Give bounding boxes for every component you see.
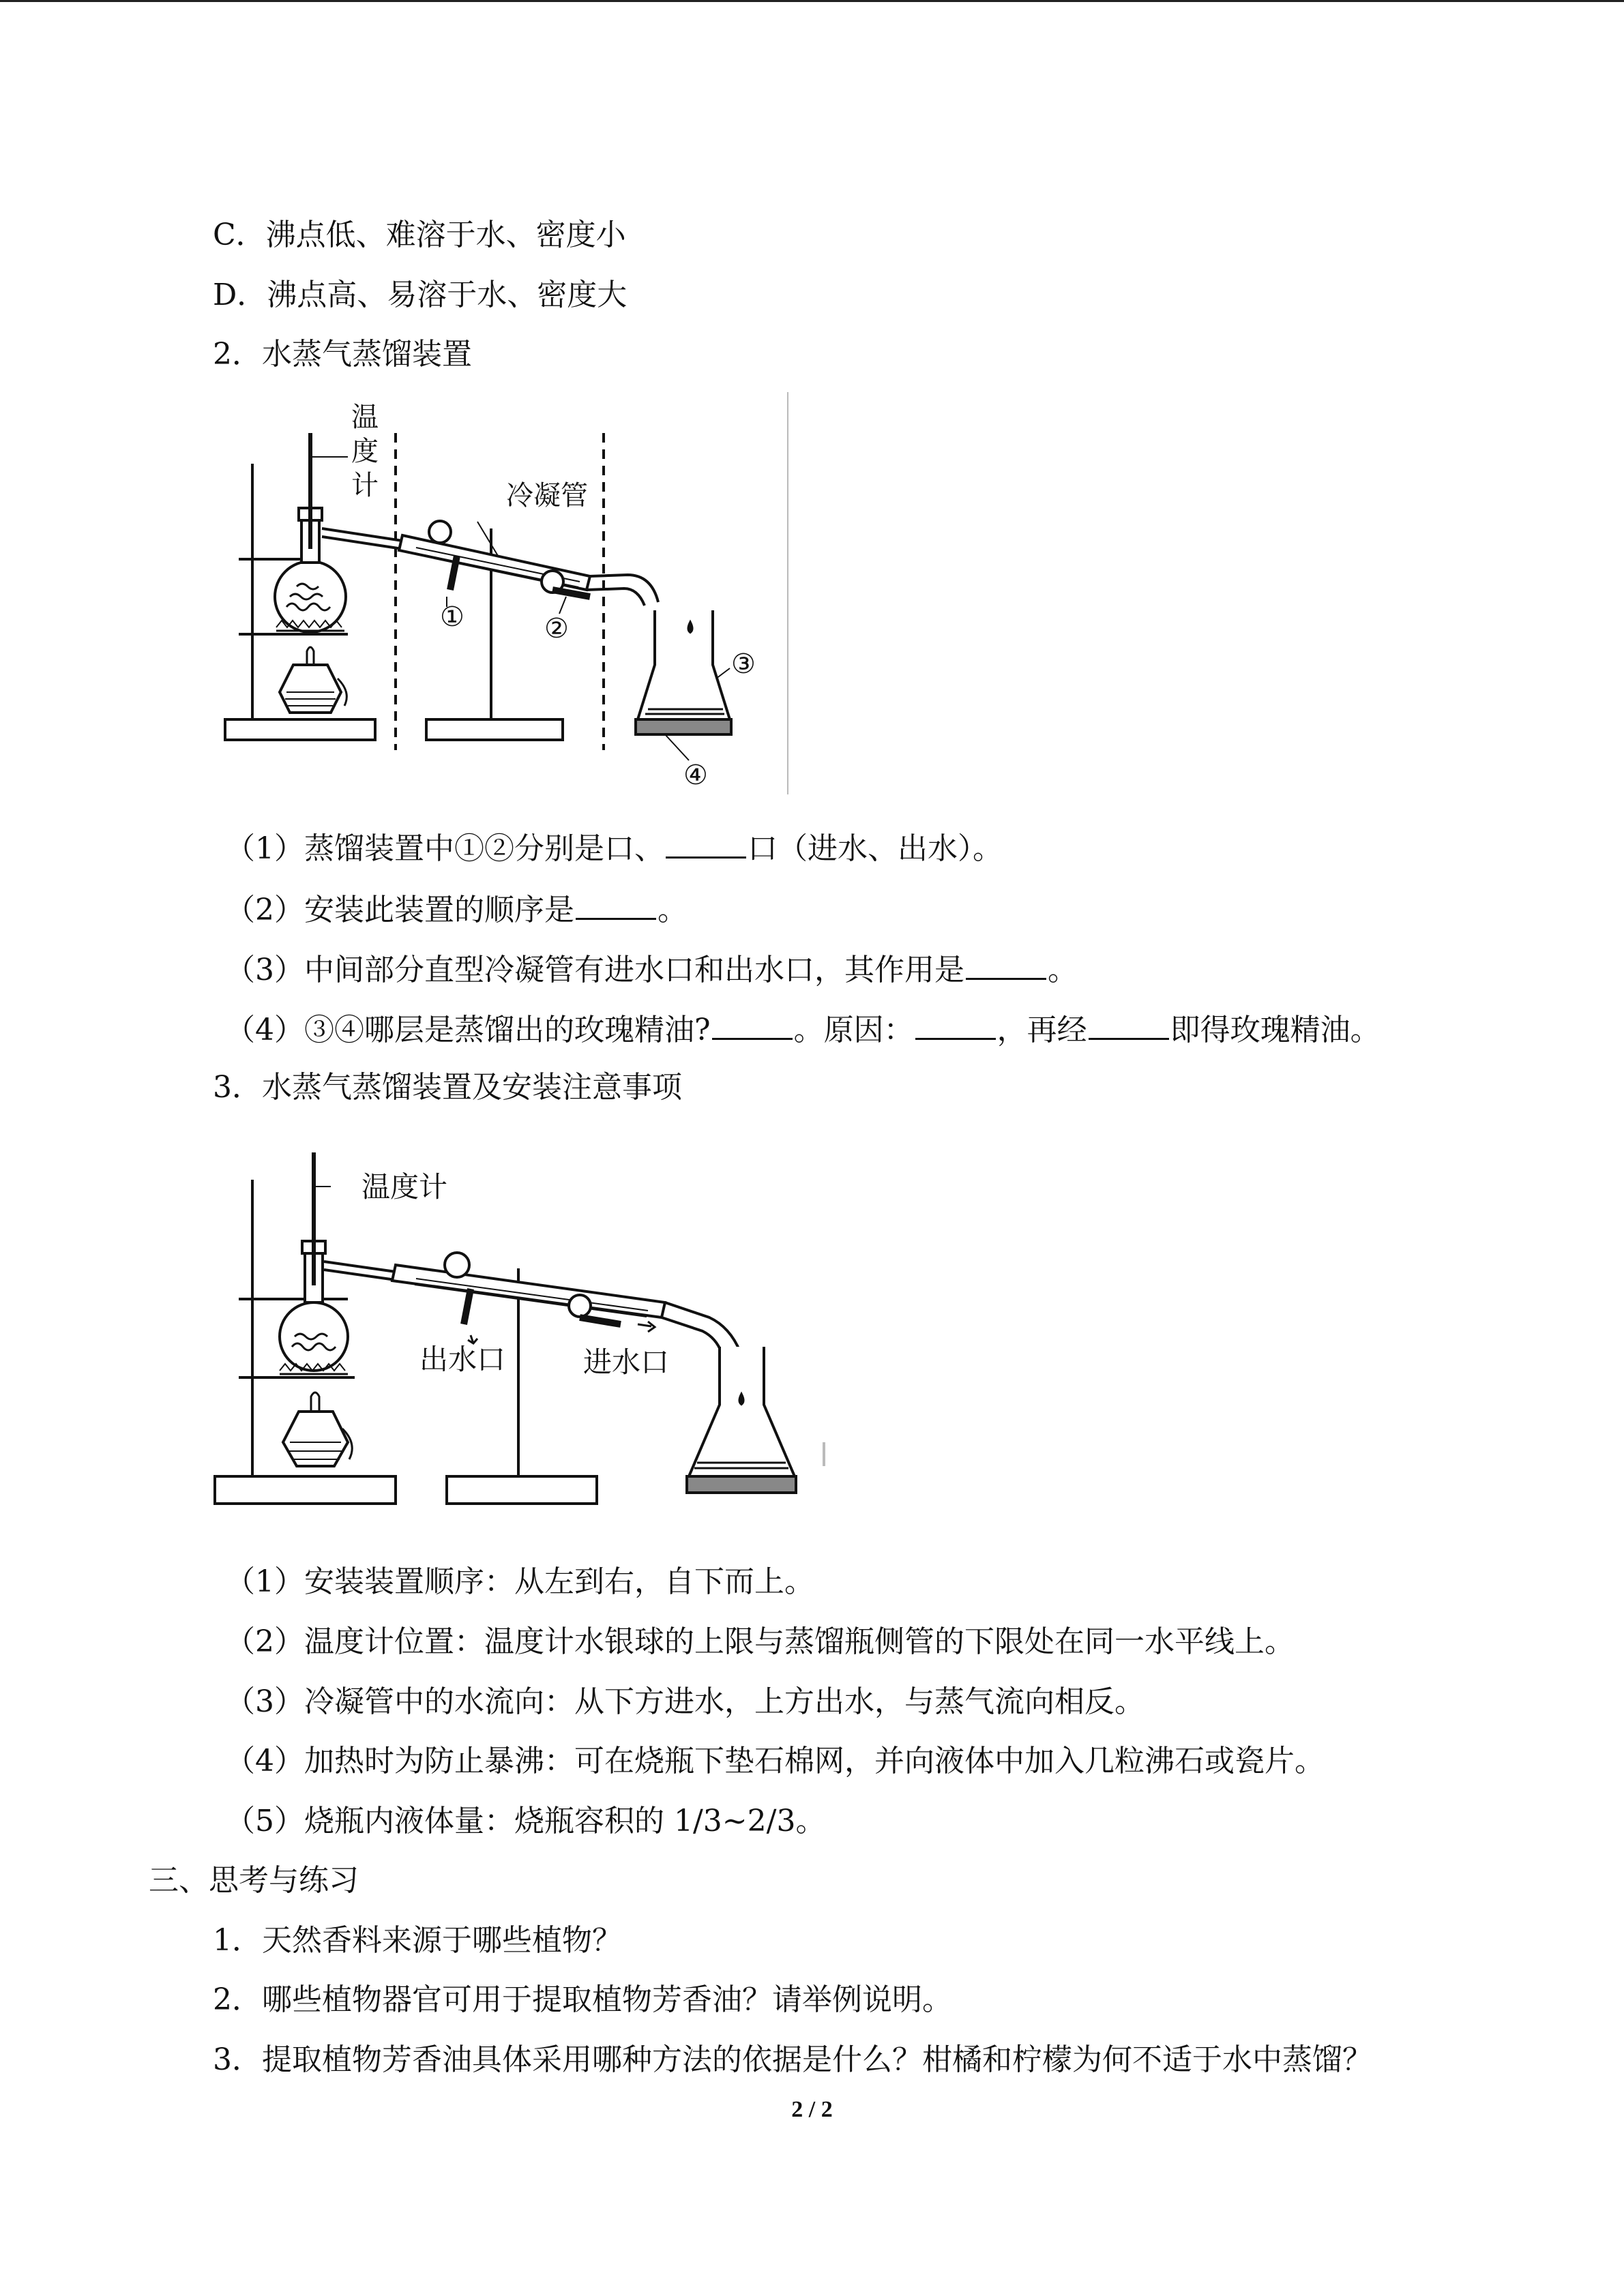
fig1-label-thermo-1: 温 <box>351 402 379 433</box>
fig1-label-thermo-3: 计 <box>351 470 379 501</box>
practice-heading: 三、思考与练习 <box>149 1863 359 1898</box>
s3-note-3: （3）冷凝管中的水流向：从下方进水，上方出水，与蒸气流向相反。 <box>225 1684 1145 1719</box>
fig2-label-inlet: 进水口 <box>583 1345 670 1379</box>
fig1-label-thermo-2: 度 <box>351 436 379 467</box>
s2-question-3: （3）中间部分直型冷凝管有进水口和出水口，其作用是 。 <box>225 948 1078 991</box>
s2-question-1: （1）蒸馏装置中①②分别是口、 口（进水、出水）。 <box>225 826 1003 869</box>
fig1-marker-1: ① <box>440 601 464 633</box>
answer-blank[interactable] <box>966 948 1046 980</box>
distillation-figure-1 <box>211 392 798 794</box>
answer-blank[interactable] <box>576 888 656 920</box>
practice-question-2: 2．哪些植物器官可用于提取植物芳香油？请举例说明。 <box>213 1982 952 2017</box>
answer-blank[interactable] <box>666 826 746 859</box>
s3-note-2: （2）温度计位置：温度计水银球的上限与蒸馏瓶侧管的下限处在同一水平线上。 <box>225 1624 1295 1659</box>
page-number: 2 / 2 <box>791 2097 833 2122</box>
practice-question-1: 1．天然香料来源于哪些植物？ <box>213 1923 622 1958</box>
section3-title: 3．水蒸气蒸馏装置及安装注意事项 <box>213 1070 682 1105</box>
answer-blank[interactable] <box>1089 1008 1169 1040</box>
fig2-label-thermometer: 温度计 <box>361 1170 448 1204</box>
s2-question-4: （4）③④哪层是蒸馏出的玫瑰精油? 。原因： ，再经 即得玫瑰精油。 <box>225 1008 1381 1051</box>
practice-question-3: 3．提取植物芳香油具体采用哪种方法的依据是什么？柑橘和柠檬为何不适于水中蒸馏？ <box>213 2042 1372 2077</box>
section2-title: 2．水蒸气蒸馏装置 <box>213 337 472 372</box>
option-d: D．沸点高、易溶于水、密度大 <box>213 278 628 312</box>
answer-blank[interactable] <box>915 1008 996 1040</box>
fig2-label-outlet: 出水口 <box>419 1343 506 1376</box>
option-c: C．沸点低、难溶于水、密度小 <box>213 218 626 252</box>
distillation-figure-2 <box>211 1139 825 1521</box>
top-rule <box>0 0 1624 2</box>
fig1-marker-2: ② <box>544 613 569 644</box>
s3-note-5: （5）烧瓶内液体量：烧瓶容积的 1/3~2/3。 <box>225 1804 826 1838</box>
s3-note-4: （4）加热时为防止暴沸：可在烧瓶下垫石棉网，并向液体中加入几粒沸石或瓷片。 <box>225 1744 1325 1778</box>
fig1-label-condenser: 冷凝管 <box>506 480 588 511</box>
s3-note-1: （1）安装装置顺序：从左到右，自下而上。 <box>225 1564 814 1599</box>
fig1-marker-4: ④ <box>683 760 708 791</box>
answer-blank[interactable] <box>712 1008 793 1040</box>
s2-question-2: （2）安装此装置的顺序是 。 <box>225 888 688 931</box>
fig1-marker-3: ③ <box>731 648 756 680</box>
